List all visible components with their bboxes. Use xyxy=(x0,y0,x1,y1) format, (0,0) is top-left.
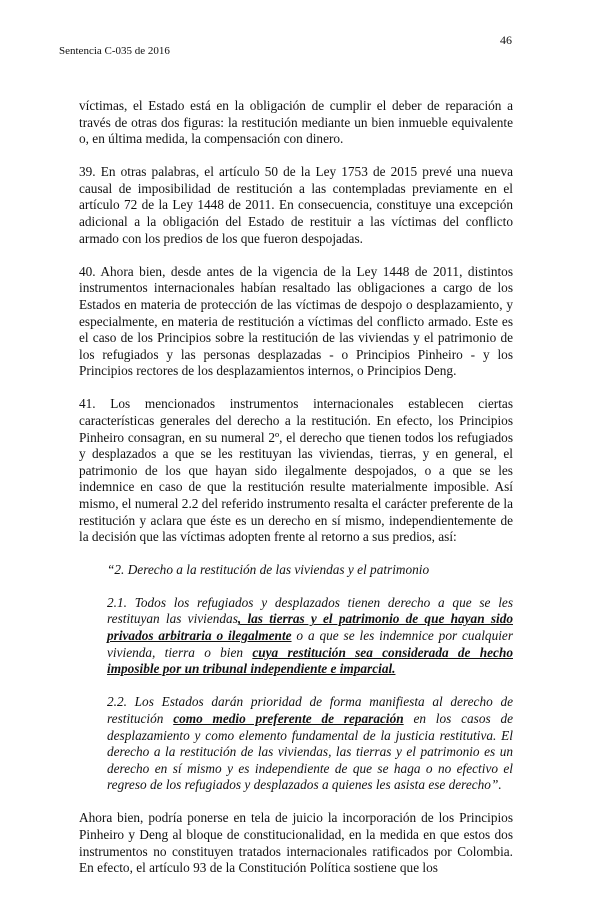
quote-text: o a que se les indemnice por cualquier vivienda, tierra o bien xyxy=(107,628,513,660)
paragraph: 40. Ahora bien, desde antes de la vigencia de la Ley 1448 de 2011, distintos instrumentos internacionales habían resaltado las obligaciones a cargo de los Estados en materia de protección de las víctimas de despojo o desplazamiento, y especialmente, en materia de restitución a víctimas del conflicto armado. Este es el caso de los Principios sobre la restitución de las viviendas y el patrimonio de los refugiados y las personas desplazadas - o Principios Pinheiro - y los Principios rectores de los desplazamientos internos, o Principios Deng. xyxy=(79,263,513,379)
quote-text: 2.2. Los Estados darán prioridad de forma manifiesta al derecho de restitución xyxy=(107,694,513,726)
paragraph: 41. Los mencionados instrumentos internacionales establecen ciertas características generales del derecho a la restitución. En efecto, los Principios Pinheiro consagran, en su numeral 2º, el derecho que tienen todos los refugiados y desplazados a que se les restituyan las viviendas, tierras, y en general, el patrimonio de los que hayan sido ilegalmente despojados, o a que se les indemnice en caso de que la restitución resulte materialmente imposible. Así mismo, el numeral 2.2 del referido instrumento resalta el carácter preferente de la restitución y aclara que éste es un derecho en sí mismo, independientemente de la decisión que las víctimas adopten frente al retorno a sus predios, así: xyxy=(79,396,513,545)
quote-paragraph xyxy=(107,694,513,794)
quote-text: en los casos de desplazamiento y como elemento fundamental de la justicia restitutiva. El derecho a la restitución de las viviendas, las tierras y el patrimonio es un derecho en sí mismo y es independiente de que se haga o no efectivo el regreso de los refugiados y desplazados a quienes les asista ese derecho”. xyxy=(107,710,513,793)
quote-emphasis: , las tierras y el patrimonio de que hayan sido privados arbitraria o ilegalmente xyxy=(107,611,513,644)
quote-emphasis: cuya restitución sea considerada de hecho imposible por un tribunal independiente e imparcial. xyxy=(107,644,513,677)
running-header: Sentencia C-035 de 2016 xyxy=(59,45,170,57)
quote-paragraph xyxy=(107,595,513,678)
quote-text: 2.1. Todos los refugiados y desplazados tienen derecho a que se les restituyan las viviendas xyxy=(107,594,513,627)
page-number: 46 xyxy=(500,33,512,47)
quote-emphasis: como medio preferente de reparación xyxy=(173,710,404,726)
document-body xyxy=(79,98,513,893)
paragraph: Ahora bien, podría ponerse en tela de juicio la incorporación de los Principios Pinheiro y Deng al bloque de constitucionalidad, en la medida en que estos dos instrumentos no constituyen tratados internacionales ratificados por Colombia. En efecto, el artículo 93 de la Constitución Política sostiene que los xyxy=(79,810,513,876)
paragraph: 39. En otras palabras, el artículo 50 de la Ley 1753 de 2015 prevé una nueva causal de imposibilidad de restitución a las contempladas previamente en el artículo 72 de la Ley 1448 de 2011. En consecuencia, constituye una excepción adicional a la obligación del Estado de restituir a las víctimas del conflicto armado con los predios de los que fueron despojadas. xyxy=(79,164,513,246)
quote-title: “2. Derecho a la restitución de las viviendas y el patrimonio xyxy=(107,562,430,578)
paragraph: víctimas, el Estado está en la obligación de cumplir el deber de reparación a través de otras dos figuras: la restitución mediante un bien inmueble equivalente o, en última medida, la compensación con dinero. xyxy=(79,98,513,147)
